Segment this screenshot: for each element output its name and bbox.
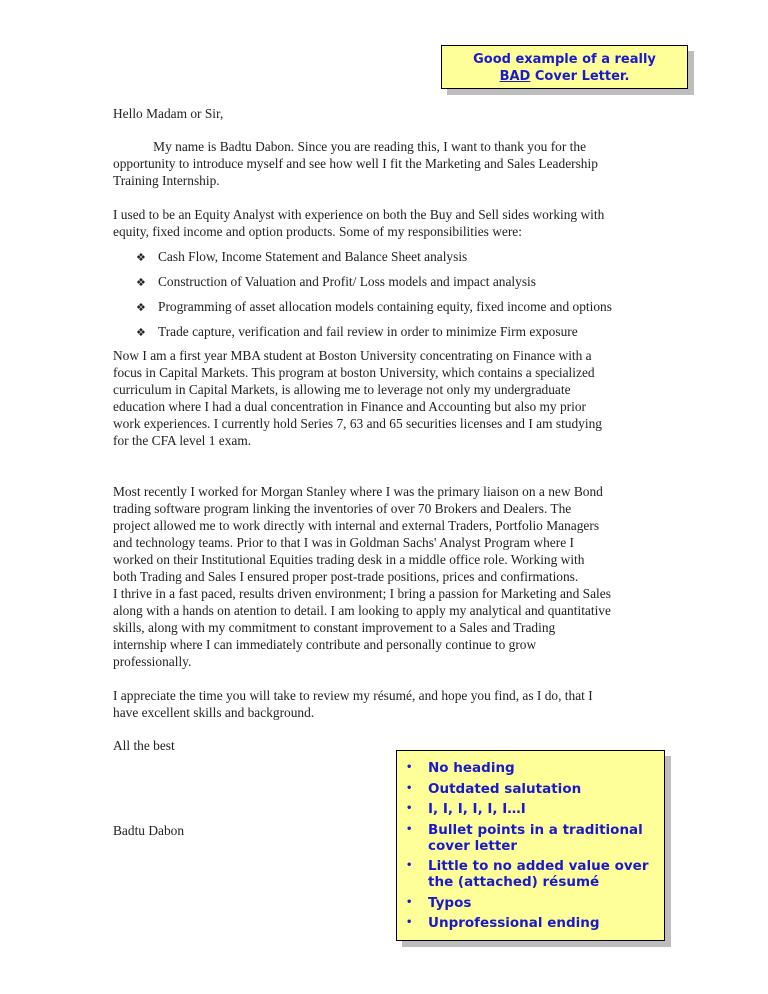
bullet-icon: • — [406, 917, 413, 928]
signature: Badtu Dabon — [113, 823, 185, 838]
issue-item — [397, 895, 664, 911]
paragraph-3 — [113, 347, 602, 449]
text-line: internship where I can immediately contribute and personally continue to grow — [113, 637, 537, 652]
text-line: focus in Capital Markets. This program at boston University, which contains a specialized — [113, 365, 595, 380]
text-line: both Trading and Sales I ensured proper post-trade positions, prices and confirmations. — [113, 569, 579, 584]
issue-text: Bullet points in a traditional cover letter — [428, 821, 643, 854]
bullet-icon: • — [406, 782, 413, 794]
text-line: I used to be an Equity Analyst with experience on both the Buy and Sell sides working with — [113, 207, 605, 222]
callout-bad: BAD — [499, 69, 531, 84]
diamond-bullet-icon: ❖ — [136, 276, 146, 289]
text-line: skills, along with my commitment to constant improvement to a Sales and Trading — [113, 620, 556, 635]
text-line: I appreciate the time you will take to review my résumé, and hope you find, as I do, that I — [113, 688, 593, 703]
closing: All the best — [113, 738, 175, 753]
issue-item — [397, 781, 664, 797]
text-line: work experiences. I currently hold Series 7, 63 and 65 securities licenses and I am studying — [113, 416, 602, 431]
bullet-item — [136, 273, 536, 291]
text-line: professionally. — [113, 654, 192, 669]
diamond-bullet-icon: ❖ — [136, 326, 146, 339]
paragraph-1 — [113, 138, 598, 189]
text-line: opportunity to introduce myself and see how well I fit the Marketing and Sales Leadership — [113, 156, 598, 171]
text-line: I thrive in a fast paced, results driven environment; I bring a passion for Marketing and Sales — [113, 586, 611, 601]
issue-text: Unprofessional ending — [428, 915, 600, 931]
text-line: along with a hands on atention to detail. I am looking to apply my analytical and quantitative — [113, 603, 611, 618]
paragraph-4 — [113, 483, 603, 585]
text-line: My name is Badtu Dabon. Since you are reading this, I want to thank you for the — [113, 139, 587, 154]
paragraph-5 — [113, 585, 611, 670]
bullet-item — [136, 248, 467, 266]
issue-text: No heading — [428, 760, 515, 776]
text-line: Training Internship. — [113, 173, 220, 188]
issue-item — [397, 760, 664, 776]
diamond-bullet-icon: ❖ — [136, 251, 146, 264]
text-line: for the CFA level 1 exam. — [113, 433, 252, 448]
bullet-item — [136, 298, 612, 316]
issue-text: Little to no added value over the (attached) résumé — [428, 858, 649, 890]
bullet-text: Trade capture, verification and fail review in order to minimize Firm exposure — [158, 324, 578, 339]
issue-item — [397, 822, 664, 854]
bullet-text: Construction of Valuation and Profit/ Loss models and impact analysis — [158, 274, 536, 289]
issues-callout — [396, 750, 665, 941]
text-line: trading software program linking the inventories of over 70 Brokers and Dealers. The — [113, 501, 572, 516]
bullet-text: Cash Flow, Income Statement and Balance Sheet analysis — [158, 249, 468, 264]
paragraph-6 — [113, 687, 593, 721]
bullet-item — [136, 323, 578, 341]
issue-item — [397, 915, 664, 931]
bullet-icon: • — [406, 803, 413, 814]
text-line: Most recently I worked for Morgan Stanley where I was the primary liaison on a new Bond — [113, 484, 603, 499]
bad-example-callout — [441, 45, 688, 89]
bullet-icon: • — [406, 762, 413, 773]
text-line: equity, fixed income and option products. Some of my responsibilities were: — [113, 224, 522, 239]
bullet-icon: • — [406, 823, 413, 835]
text-line: have excellent skills and background. — [113, 705, 315, 720]
bullet-text: Programming of asset allocation models containing equity, fixed income and options — [158, 299, 612, 314]
salutation: Hello Madam or Sir, — [113, 106, 224, 121]
bullet-icon: • — [406, 896, 413, 908]
issue-text: I, I, I, I, I, I…I — [428, 801, 526, 817]
bullet-icon: • — [406, 860, 413, 871]
issue-text: Outdated salutation — [428, 780, 582, 797]
text-line: and technology teams. Prior to that I was in Goldman Sachs' Analyst Program where I — [113, 535, 574, 550]
text-line: project allowed me to work directly with internal and external Traders, Portfolio Managers — [113, 518, 600, 533]
callout-line2 — [442, 68, 687, 85]
issue-item — [397, 801, 664, 817]
paragraph-2 — [113, 206, 604, 240]
text-line: education where I had a dual concentration in Finance and Accounting but also my prior — [113, 399, 586, 414]
text-line: Now I am a first year MBA student at Boston University concentrating on Finance with a — [113, 348, 592, 363]
text-line: curriculum in Capital Markets, is allowing me to leverage not only my undergraduate — [113, 382, 571, 397]
issue-item — [397, 858, 664, 890]
text-line: worked on their Institutional Equities trading desk in a middle office role. Working with — [113, 552, 585, 567]
callout-line1: Good example of a really — [473, 52, 656, 67]
callout-rest: Cover Letter. — [530, 69, 630, 84]
diamond-bullet-icon: ❖ — [136, 301, 146, 314]
issue-text: Typos — [428, 894, 472, 911]
